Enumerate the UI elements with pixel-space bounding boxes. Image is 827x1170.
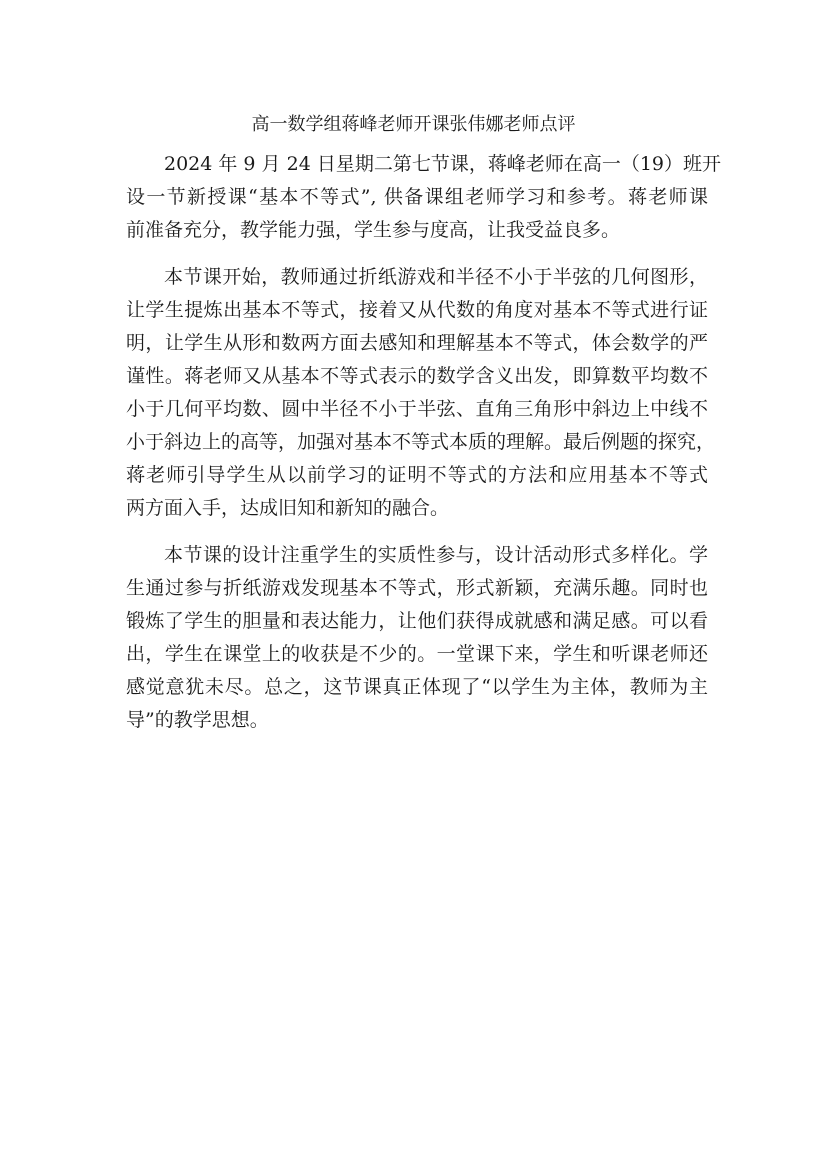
text-line: 导”的教学思想。: [126, 709, 269, 731]
paragraph-intro: [126, 148, 721, 247]
paragraph-process: [126, 261, 716, 525]
text-line: 锻炼了学生的胆量和表达能力，让他们获得成就感和满足感。可以看: [126, 610, 708, 632]
text-line: 设一节新授课“基本不等式”, 供备课组老师学习和参考。蒋老师课: [126, 186, 708, 208]
text-line: 谨性。蒋老师又从基本不等式表示的数学含义出发，即算数平均数不: [126, 365, 708, 387]
text-line: 生通过参与折纸游戏发现基本不等式，形式新颖，充满乐趣。同时也: [126, 577, 708, 599]
paragraph-summary: [126, 539, 708, 737]
text-line: 本节课的设计注重学生的实质性参与，设计活动形式多样化。学: [164, 544, 708, 566]
text-line: 2024 年 9 月 24 日星期二第七节课，蒋峰老师在高一（19）班开: [164, 153, 721, 175]
document-title: 高一数学组蒋峰老师开课张伟娜老师点评: [251, 114, 576, 135]
document-body: [126, 148, 721, 751]
text-line: 小于几何平均数、圆中半径不小于半弦、直角三角形中斜边上中线不: [126, 398, 708, 420]
text-line: 前准备充分，教学能力强，学生参与度高，让我受益良多。: [126, 219, 621, 241]
text-line: 让学生提炼出基本不等式，接着又从代数的角度对基本不等式进行证: [126, 299, 708, 321]
text-line: 本节课开始，教师通过折纸游戏和半径不小于半弦的几何图形，: [164, 266, 708, 288]
text-line: 感觉意犹未尽。总之，这节课真正体现了“以学生为主体，教师为主: [126, 676, 708, 698]
text-line: 两方面入手，达成旧知和新知的融合。: [126, 497, 450, 519]
text-line: 蒋老师引导学生从以前学习的证明不等式的方法和应用基本不等式: [126, 464, 708, 486]
text-line: 出，学生在课堂上的收获是不少的。一堂课下来，学生和听课老师还: [126, 643, 708, 665]
text-line: 小于斜边上的高等，加强对基本不等式本质的理解。最后例题的探究，: [126, 431, 716, 453]
text-line: 明，让学生从形和数两方面去感知和理解基本不等式，体会数学的严: [126, 332, 708, 354]
